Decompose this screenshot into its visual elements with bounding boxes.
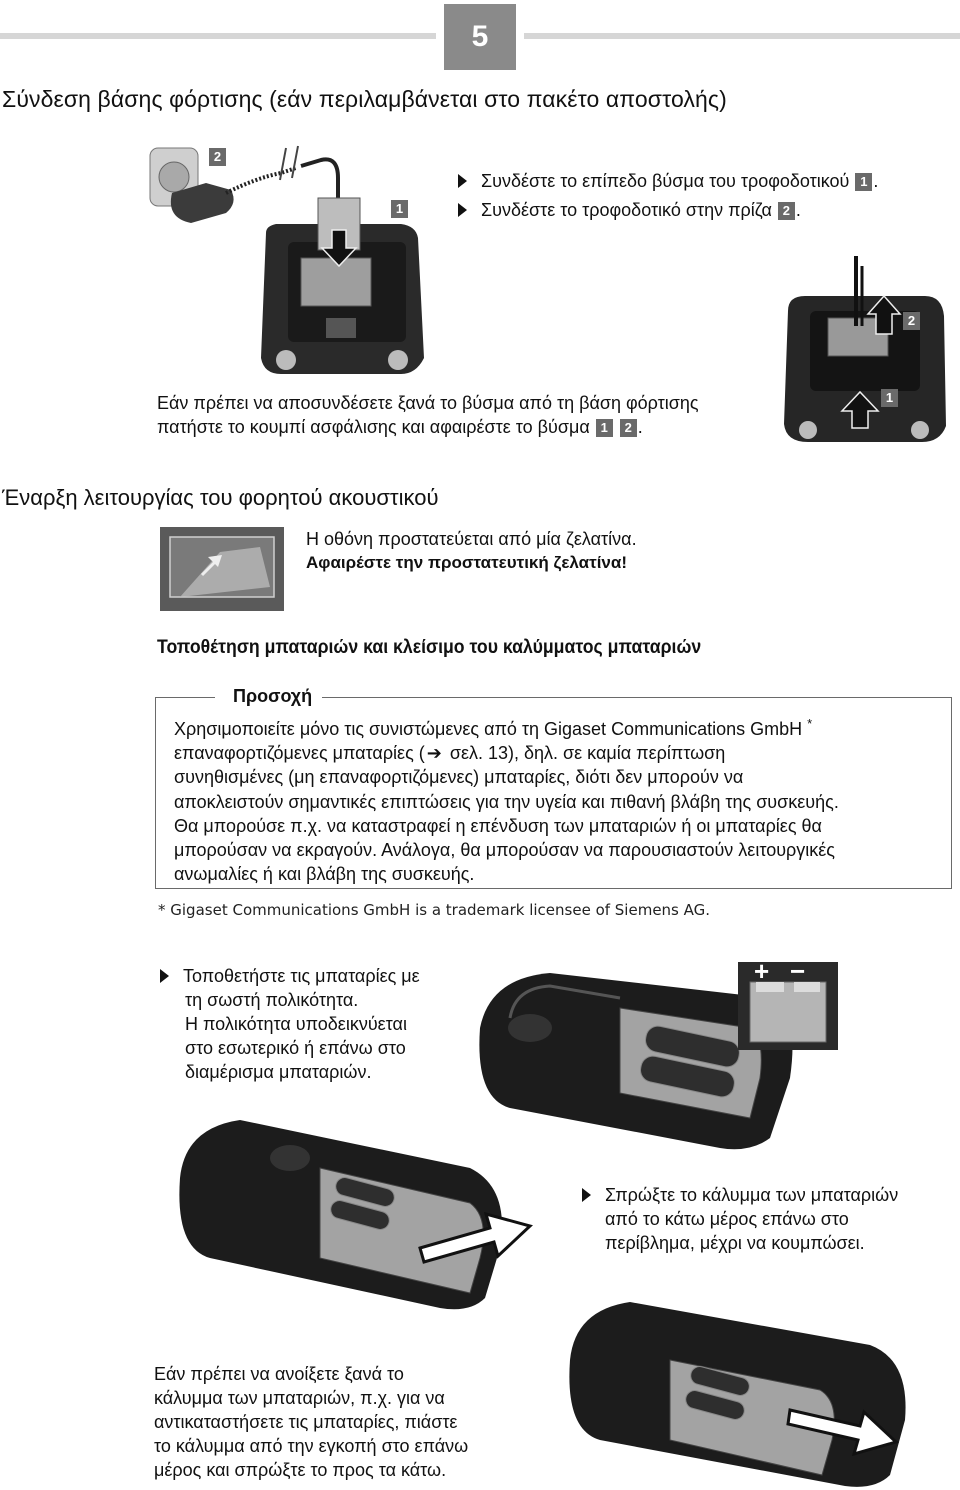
open-line: κάλυμμα των μπαταριών, π.χ. για να bbox=[154, 1388, 445, 1408]
insert-line: διαμέρισμα μπαταριών. bbox=[185, 1062, 372, 1082]
open-cover-figure bbox=[560, 1290, 960, 1490]
figure-label-2: 2 bbox=[208, 148, 227, 167]
protective-film-figure bbox=[160, 527, 284, 611]
slide-line: από το κάτω μέρος επάνω στο bbox=[605, 1209, 849, 1229]
step-connect-plug: Συνδέστε το επίπεδο βύσμα του τροφοδοτικού 1 . bbox=[458, 169, 878, 193]
insert-line: στο εσωτερικό ή επάνω στο bbox=[185, 1038, 406, 1058]
step-connect-socket: Συνδέστε το τροφοδοτικό στην πρίζα 2 . bbox=[458, 198, 801, 222]
asterisk: * bbox=[807, 716, 813, 731]
arrow-right-icon: ➔ bbox=[426, 743, 442, 764]
caution-line: Θα μπορούσε π.χ. να καταστραφεί η επένδυση των μπαταριών ή οι μπαταρίες θα bbox=[174, 815, 822, 836]
caution-line: αποκλειστούν σημαντικές επιπτώσεις για την υγεία και πιθανή βλάβη της συσκευής. bbox=[174, 791, 839, 812]
film-remove-text: Αφαιρέστε την προστατευτική ζελατίνα! bbox=[306, 553, 627, 572]
insert-batteries-text bbox=[160, 964, 420, 1084]
insert-line: Τοποθετήστε τις μπαταρίες με bbox=[160, 964, 420, 988]
bullet-icon bbox=[582, 1188, 591, 1202]
header-rule-left bbox=[0, 33, 436, 39]
section-title-handset-start: Έναρξη λειτουργίας του φορητού ακουστικού bbox=[2, 485, 439, 510]
disconnect-text-line1: Εάν πρέπει να αποσυνδέσετε ξανά το βύσμα από τη βάση φόρτισης bbox=[157, 393, 699, 413]
page-number: 5 bbox=[444, 4, 516, 70]
figure-label-1: 1 bbox=[390, 200, 409, 219]
slide-cover-text bbox=[582, 1183, 898, 1255]
open-line: μέρος και σπρώξτε το προς τα κάτω. bbox=[154, 1460, 447, 1480]
caution-line: μπορούσαν να εκραγούν. Ανάλογα, θα μπορούσαν να παρουσιαστούν λειτουργικές bbox=[174, 840, 835, 861]
open-line: το κάλυμμα από την εγκοπή στο επάνω bbox=[154, 1436, 469, 1456]
footnote: * Gigaset Communications GmbH is a trademark licensee of Siemens AG. bbox=[158, 901, 711, 919]
figure2-label-2: 2 bbox=[902, 312, 921, 331]
slide-cover-figure bbox=[170, 1108, 580, 1318]
disconnect-text-line2: πατήστε το κουμπί ασφάλισης και αφαιρέστε το βύσμα 1 2 . bbox=[157, 417, 643, 437]
film-info-text: Η οθόνη προστατεύεται από μία ζελατίνα. bbox=[306, 529, 637, 549]
insert-line: τη σωστή πολικότητα. bbox=[185, 990, 359, 1010]
open-line: Εάν πρέπει να ανοίξετε ξανά το bbox=[154, 1364, 404, 1384]
open-line: αντικαταστήσετε τις μπαταρίες, πιάστε bbox=[154, 1412, 458, 1432]
bullet-icon bbox=[160, 969, 169, 983]
header-rule-right bbox=[524, 33, 960, 39]
bullet-icon bbox=[458, 174, 467, 188]
caution-line: ανωμαλίες ή και βλάβη της συσκευής. bbox=[174, 864, 475, 885]
section-title-batteries: Τοποθέτηση μπαταριών και κλείσιμο του καλύμματος μπαταριών bbox=[157, 637, 702, 658]
caution-body bbox=[174, 712, 944, 886]
open-cover-text bbox=[154, 1362, 468, 1482]
polarity-inset bbox=[738, 962, 838, 1050]
caution-line: συνηθισμένες (μη επαναφορτιζόμενες) μπαταρίες, διότι δεν μπορούν να bbox=[174, 767, 744, 788]
caution-line: επαναφορτιζόμενες μπαταρίες ( ➔ σελ. 13), δηλ. σε καμία περίπτωση bbox=[174, 743, 726, 764]
insert-line: Η πολικότητα υποδεικνύεται bbox=[185, 1014, 407, 1034]
caution-title: Προσοχή bbox=[215, 686, 322, 707]
caution-line: Χρησιμοποιείτε μόνο τις συνιστώμενες από τη Gigaset Communications GmbH * bbox=[174, 716, 813, 739]
bullet-icon bbox=[458, 203, 467, 217]
charging-base-figure bbox=[146, 138, 436, 378]
slide-line: περίβλημα, μέχρι να κουμπώσει. bbox=[605, 1233, 865, 1253]
plus-label: + bbox=[754, 956, 770, 986]
figure2-label-1: 1 bbox=[880, 389, 899, 408]
minus-label: − bbox=[790, 956, 806, 986]
section-title-charging-base: Σύνδεση βάσης φόρτισης (εάν περιλαμβάνεται στο πακέτο αποστολής) bbox=[2, 86, 727, 112]
slide-line: Σπρώξτε το κάλυμμα των μπαταριών bbox=[582, 1183, 898, 1207]
release-plug-figure bbox=[780, 256, 950, 446]
